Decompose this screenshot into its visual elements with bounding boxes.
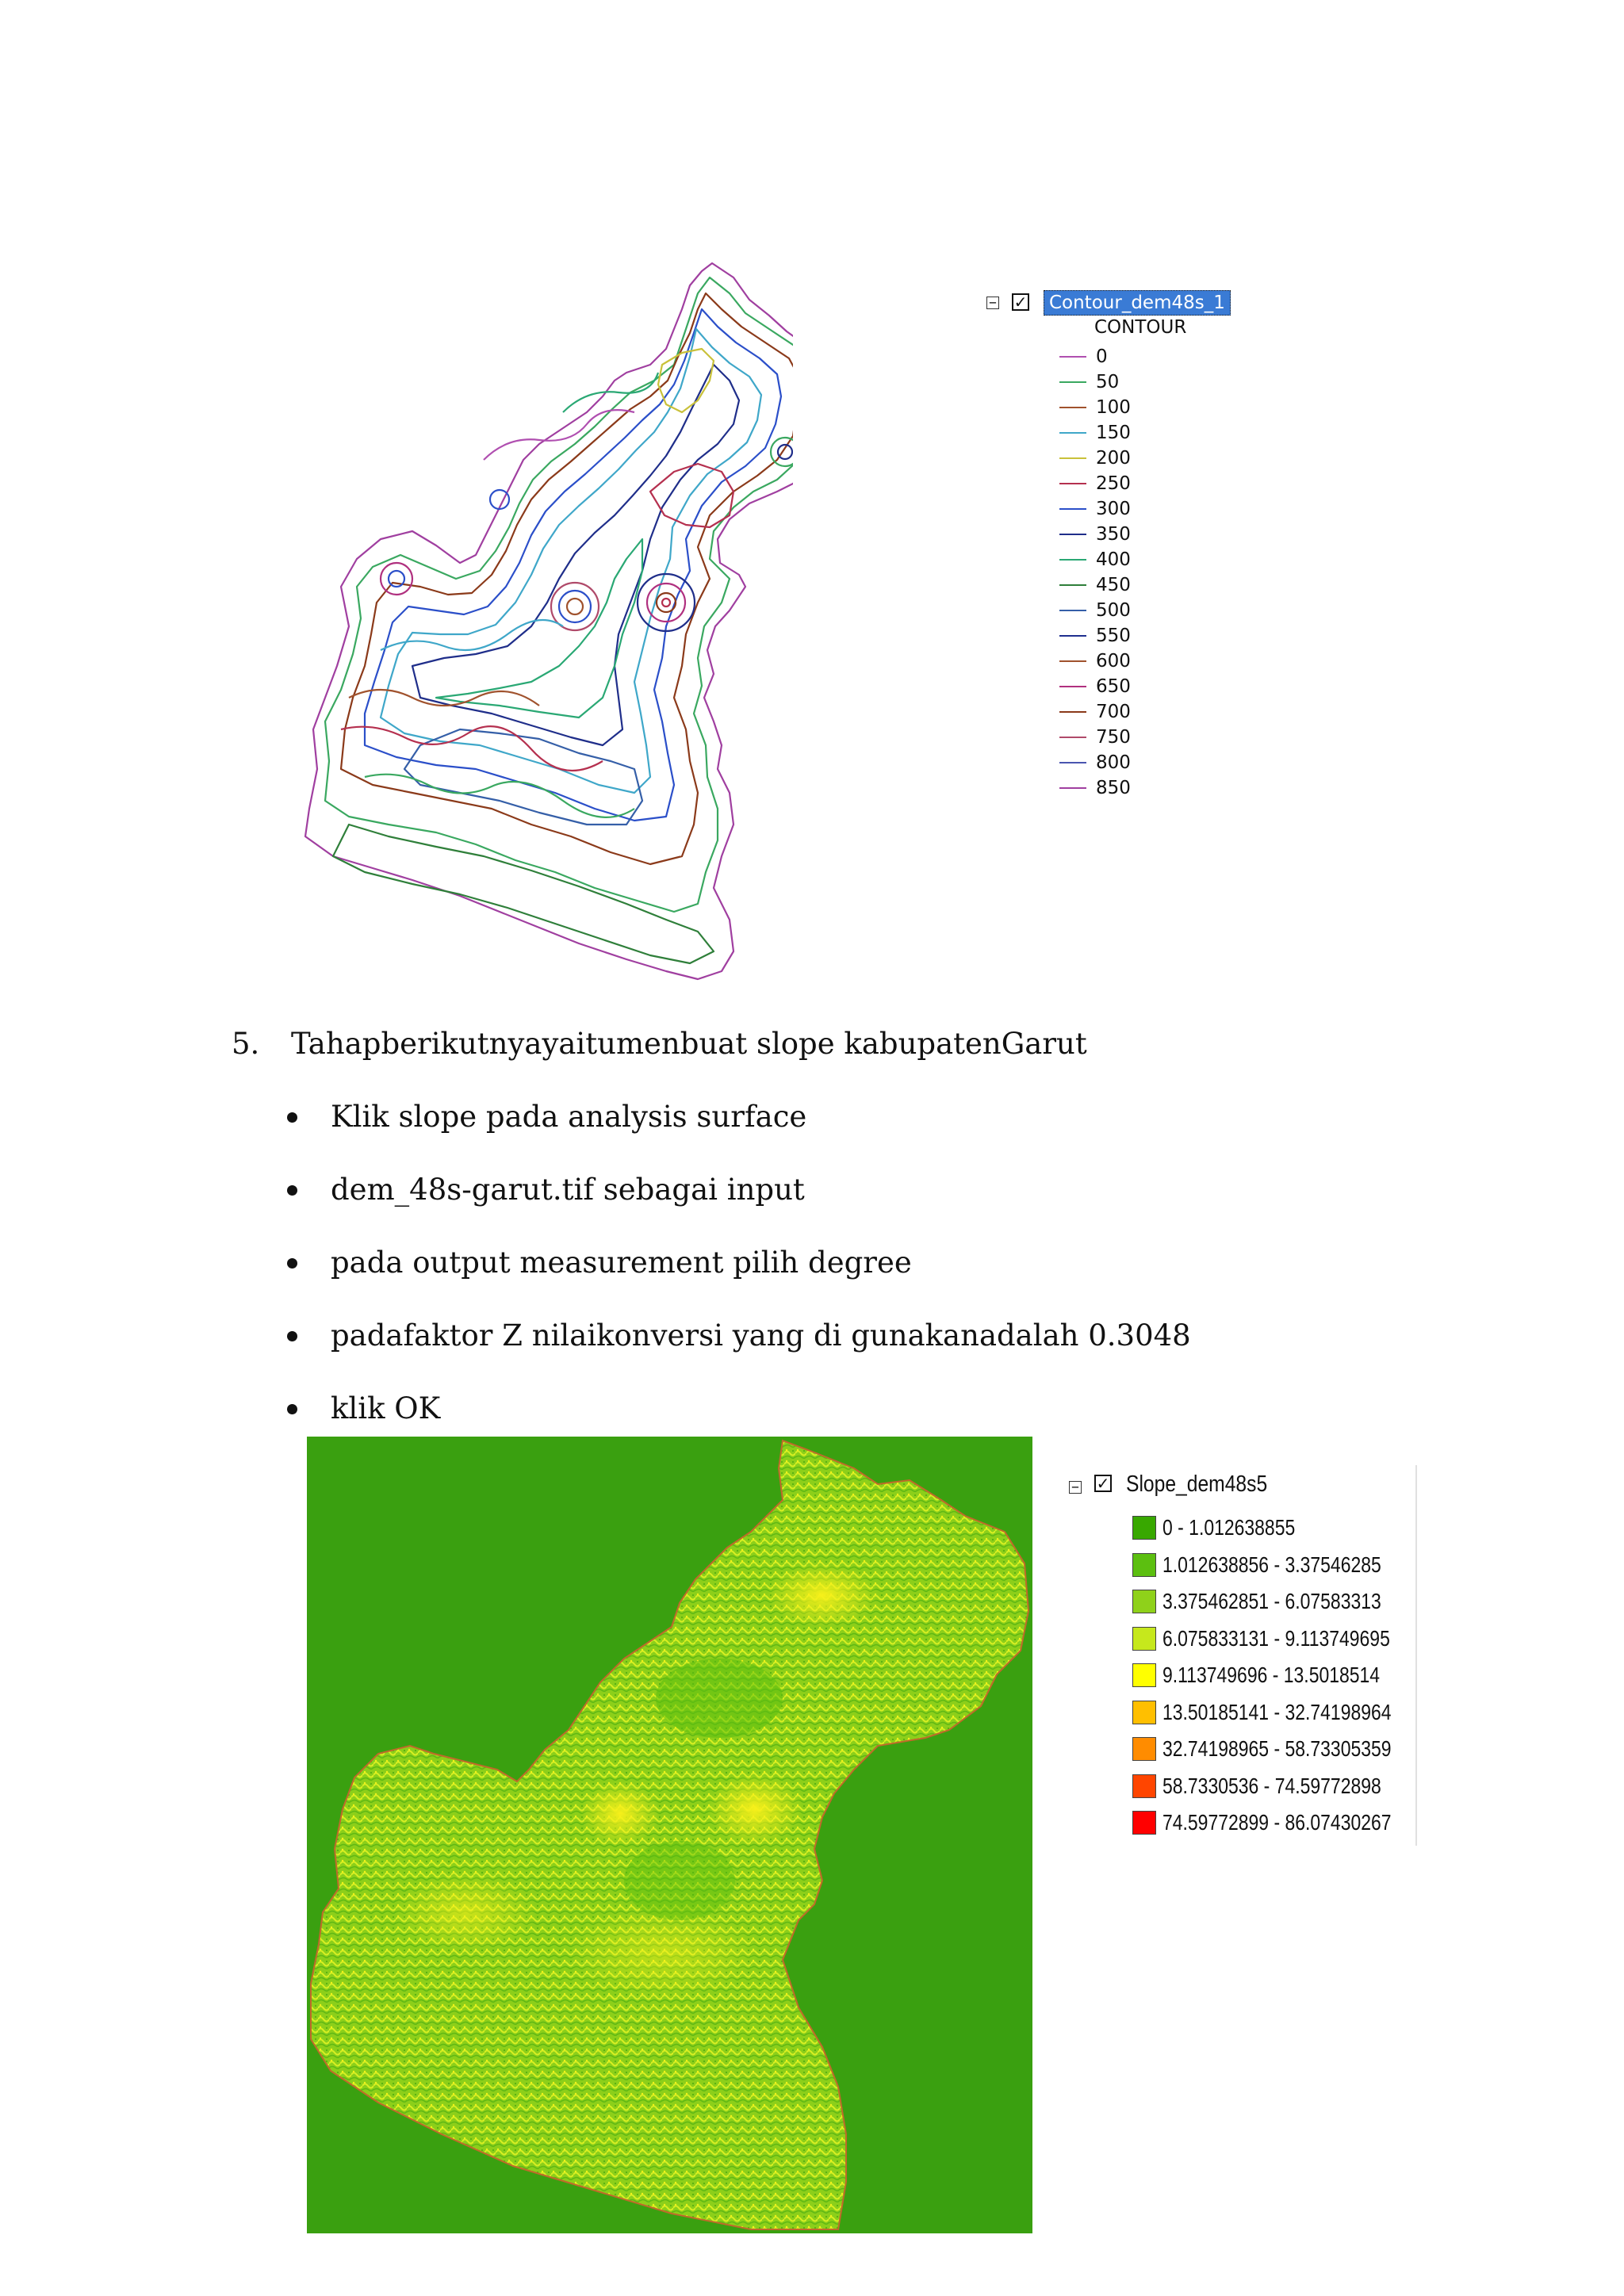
legend-label: 13.50185141 - 32.74198964	[1162, 1699, 1392, 1724]
contour-field-name: CONTOUR	[1094, 317, 1187, 338]
legend-line-symbol	[1059, 711, 1086, 713]
legend-label: 1.012638856 - 3.37546285	[1162, 1552, 1381, 1577]
legend-label: 850	[1096, 778, 1131, 798]
legend-line-symbol	[1059, 660, 1086, 662]
contour-legend-item	[1059, 395, 1131, 420]
layer-visibility-checkbox[interactable]: ✓	[1094, 1475, 1112, 1492]
legend-line-symbol	[1059, 610, 1086, 611]
legend-color-swatch	[1132, 1811, 1156, 1835]
slope-legend-item	[1132, 1548, 1429, 1582]
legend-label: 400	[1096, 549, 1131, 570]
legend-label: 800	[1096, 752, 1131, 773]
contour-legend-item	[1059, 572, 1131, 598]
legend-label: 0 - 1.012638855	[1162, 1515, 1296, 1540]
contour-legend-item	[1059, 750, 1131, 775]
contour-legend-item	[1059, 649, 1131, 674]
legend-line-symbol	[1059, 737, 1086, 738]
legend-label: 200	[1096, 448, 1131, 469]
legend-label: 0	[1096, 346, 1108, 367]
contour-legend-item	[1059, 699, 1131, 725]
contour-legend-item	[1059, 775, 1131, 801]
bullet-text: pada output measurement pilih degree	[331, 1246, 912, 1280]
slope-map-image	[307, 1437, 1032, 2233]
legend-label: 300	[1096, 499, 1131, 519]
step-number: 5.	[232, 1027, 260, 1061]
legend-line-symbol	[1059, 457, 1086, 459]
slope-legend	[1063, 1465, 1417, 1846]
slope-legend-item	[1132, 1585, 1429, 1618]
legend-color-swatch	[1132, 1663, 1156, 1687]
legend-label: 450	[1096, 575, 1131, 595]
legend-line-symbol	[1059, 381, 1086, 383]
contour-legend-item	[1059, 369, 1119, 395]
contour-legend-item	[1059, 446, 1131, 471]
legend-label: 650	[1096, 676, 1131, 697]
legend-label: 9.113749696 - 13.5018514	[1162, 1663, 1381, 1687]
bullet-icon	[287, 1404, 297, 1414]
legend-line-symbol	[1059, 356, 1086, 358]
legend-line-symbol	[1059, 635, 1086, 637]
legend-label: 150	[1096, 423, 1131, 443]
contour-legend-item	[1059, 522, 1131, 547]
contour-legend-item	[1059, 496, 1131, 522]
legend-label: 6.075833131 - 9.113749695	[1162, 1625, 1390, 1651]
legend-label: 550	[1096, 626, 1131, 646]
contour-legend	[983, 287, 1269, 802]
slope-legend-item	[1132, 1806, 1442, 1839]
slope-legend-item	[1132, 1511, 1324, 1544]
legend-line-symbol	[1059, 483, 1086, 484]
legend-label: 58.7330536 - 74.59772898	[1162, 1773, 1381, 1798]
bullet-text: klik OK	[331, 1391, 441, 1425]
legend-label: 700	[1096, 702, 1131, 722]
contour-legend-item	[1059, 725, 1131, 750]
legend-line-symbol	[1059, 407, 1086, 408]
layer-visibility-checkbox[interactable]: ✓	[1012, 293, 1029, 311]
legend-color-swatch	[1132, 1774, 1156, 1798]
legend-label: 500	[1096, 600, 1131, 621]
contour-legend-item	[1059, 598, 1131, 623]
legend-line-symbol	[1059, 559, 1086, 561]
legend-color-swatch	[1132, 1553, 1156, 1577]
legend-line-symbol	[1059, 686, 1086, 687]
slope-legend-item	[1132, 1696, 1442, 1729]
collapse-icon[interactable]: −	[1069, 1481, 1082, 1494]
legend-line-symbol	[1059, 787, 1086, 789]
bullet-text: padafaktor Z nilaikonversi yang di gunakanadalah 0.3048	[331, 1318, 1191, 1353]
contour-legend-item	[1059, 674, 1131, 699]
legend-line-symbol	[1059, 432, 1086, 434]
bullet-icon	[287, 1331, 297, 1341]
legend-line-symbol	[1059, 508, 1086, 510]
slope-legend-item	[1132, 1622, 1440, 1655]
contour-legend-item	[1059, 344, 1108, 369]
legend-label: 750	[1096, 727, 1131, 748]
contour-map-image	[301, 254, 793, 983]
slope-legend-item	[1132, 1770, 1429, 1803]
bullet-icon	[287, 1185, 297, 1196]
legend-color-swatch	[1132, 1701, 1156, 1724]
legend-line-symbol	[1059, 762, 1086, 763]
slope-legend-item	[1132, 1659, 1427, 1692]
contour-layer-name[interactable]: Contour_dem48s_1	[1044, 290, 1231, 316]
step-text: Tahapberikutnyayaitumenbuat slope kabupatenGarut	[291, 1027, 1087, 1061]
legend-label: 50	[1096, 372, 1120, 392]
contour-legend-item	[1059, 623, 1131, 649]
legend-color-swatch	[1132, 1590, 1156, 1613]
legend-color-swatch	[1132, 1627, 1156, 1651]
slope-layer-name[interactable]: Slope_dem48s5	[1126, 1471, 1268, 1497]
bullet-icon	[287, 1112, 297, 1123]
contour-legend-item	[1059, 547, 1131, 572]
collapse-icon[interactable]: −	[986, 297, 999, 309]
legend-label: 100	[1096, 397, 1131, 418]
contour-legend-item	[1059, 471, 1131, 496]
contour-legend-item	[1059, 420, 1131, 446]
legend-label: 250	[1096, 473, 1131, 494]
legend-color-swatch	[1132, 1737, 1156, 1761]
bullet-icon	[287, 1258, 297, 1269]
legend-label: 350	[1096, 524, 1131, 545]
bullet-text: Klik slope pada analysis surface	[331, 1100, 807, 1134]
slope-legend-item	[1132, 1732, 1442, 1766]
legend-label: 32.74198965 - 58.73305359	[1162, 1736, 1392, 1761]
legend-label: 600	[1096, 651, 1131, 672]
bullet-text: dem_48s-garut.tif sebagai input	[331, 1173, 805, 1207]
legend-line-symbol	[1059, 534, 1086, 535]
legend-label: 3.375462851 - 6.07583313	[1162, 1589, 1381, 1613]
legend-line-symbol	[1059, 584, 1086, 586]
legend-label: 74.59772899 - 86.07430267	[1162, 1810, 1392, 1835]
legend-color-swatch	[1132, 1516, 1156, 1540]
